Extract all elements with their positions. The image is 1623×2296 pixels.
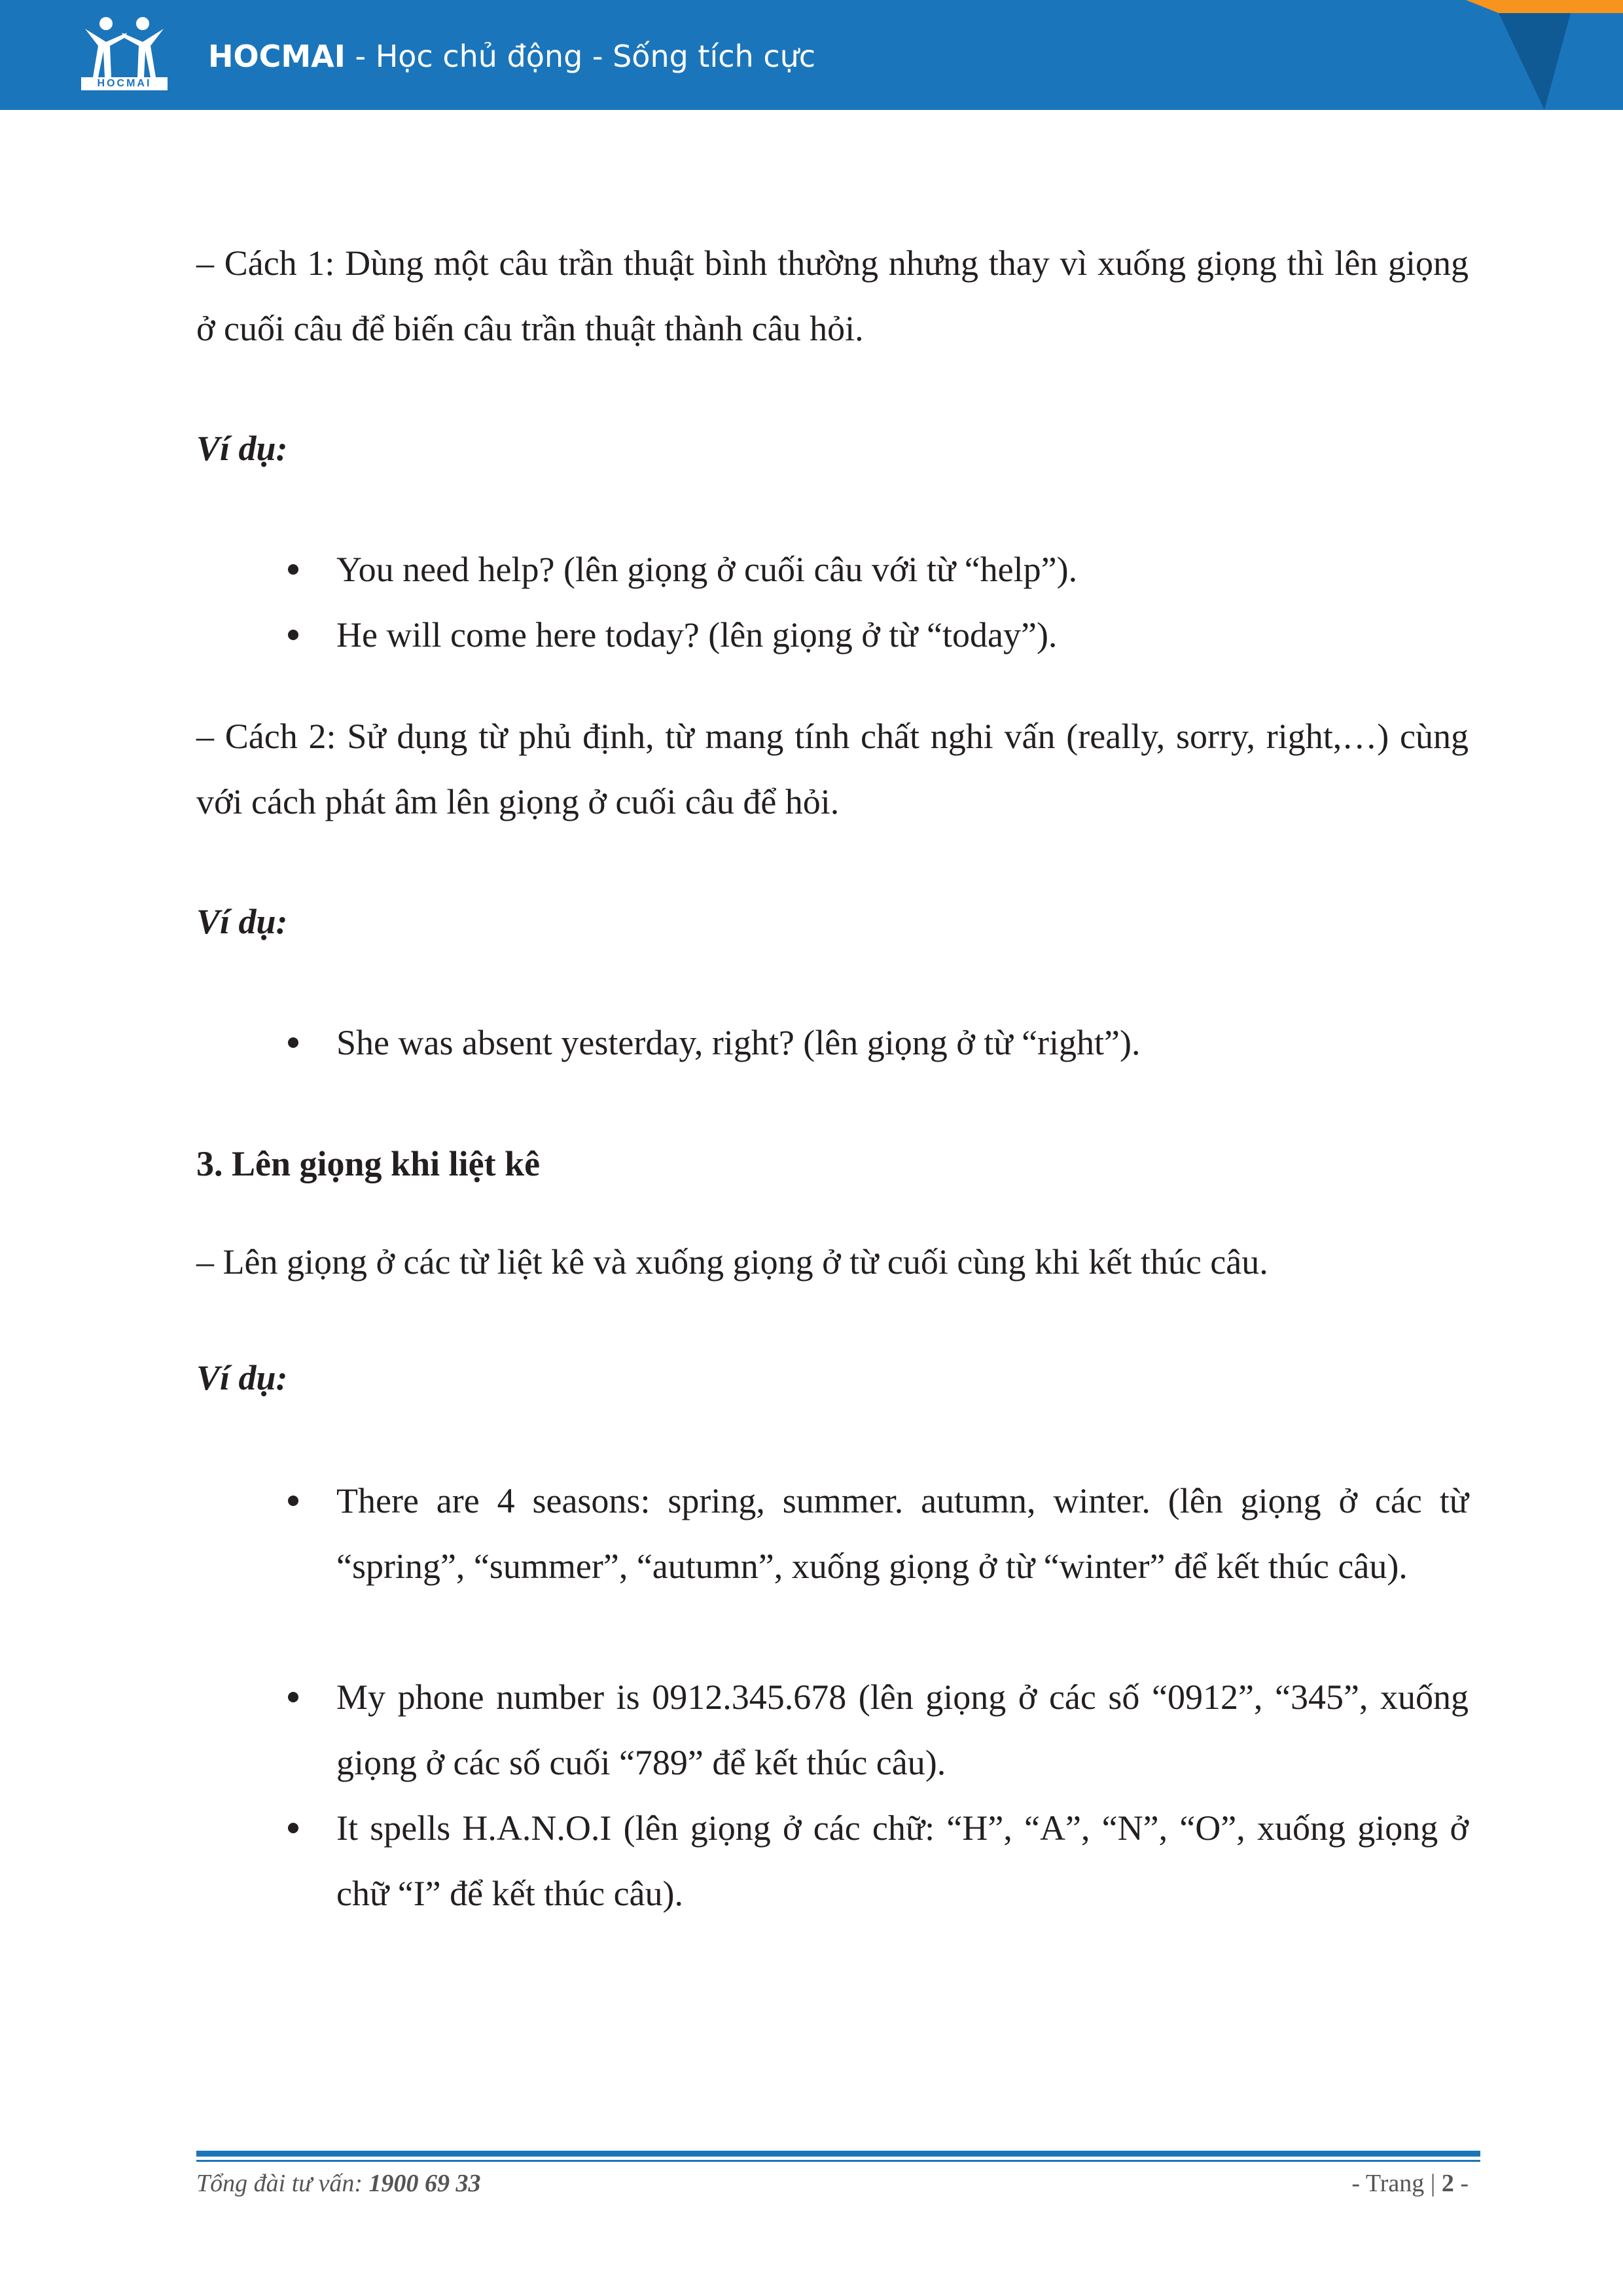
- page-prefix: - Trang |: [1351, 2170, 1442, 2197]
- list-item: She was absent yesterday, right? (lên giọng ở từ “right”).: [336, 1023, 1141, 1062]
- hotline-label: Tổng đài tư vấn:: [196, 2170, 369, 2197]
- header-slogan: [208, 38, 815, 75]
- example-label: Ví dụ:: [196, 902, 288, 941]
- header-accent-shape: [1348, 0, 1623, 110]
- bullet-dot: [288, 630, 298, 640]
- example-label: Ví dụ:: [196, 1358, 288, 1397]
- bullet-dot: [288, 1692, 298, 1702]
- list-item: My phone number is 0912.345.678 (lên giọng ở các số “0912”, “345”, xuống giọng ở các số cuối “789” để kết thúc câu).: [336, 1677, 1469, 1782]
- list-item: You need help? (lên giọng ở cuối câu với từ “help”).: [336, 550, 1078, 589]
- bullet-dot: [288, 1823, 298, 1833]
- logo-caption: HOCMAI: [81, 77, 168, 90]
- bullet-dot: [288, 1037, 298, 1048]
- list-item: He will come here today? (lên giọng ở từ “today”).: [336, 615, 1058, 655]
- bullet-dot: [288, 564, 298, 575]
- footer-hotline: [196, 2168, 481, 2199]
- page-header: [0, 0, 1623, 110]
- hotline-number: 1900 69 33: [368, 2170, 481, 2197]
- section-heading: 3. Lên giọng khi liệt kê: [196, 1144, 541, 1183]
- bullet-dot: [288, 1496, 298, 1506]
- example-label: Ví dụ:: [196, 429, 288, 468]
- slogan-text: Học chủ động - Sống tích cực: [375, 39, 816, 74]
- footer-rule: [196, 2151, 1480, 2157]
- footer-page-number: [1351, 2168, 1469, 2199]
- page-number: 2: [1441, 2170, 1454, 2197]
- brand-separator: -: [345, 39, 376, 74]
- footer-rule-thin: [196, 2160, 1480, 2162]
- section-paragraph: – Lên giọng ở các từ liệt kê và xuống giọng ở từ cuối cùng khi kết thúc câu.: [196, 1242, 1268, 1282]
- list-item: There are 4 seasons: spring, summer. autumn, winter. (lên giọng ở các từ “spring”, “summer”, “autumn”, xuống giọng ở từ “winter” để kết thúc câu).: [336, 1481, 1469, 1586]
- list-item: It spells H.A.N.O.I (lên giọng ở các chữ: “H”, “A”, “N”, “O”, xuống giọng ở chữ “I” để kết thúc câu).: [336, 1808, 1469, 1913]
- method-2-paragraph: – Cách 2: Sử dụng từ phủ định, từ mang tính chất nghi vấn (really, sorry, right,…) cùng với cách phát âm lên giọng ở cuối câu để hỏi.: [196, 717, 1469, 821]
- brand-name: HOCMAI: [208, 39, 346, 74]
- page-suffix: -: [1454, 2170, 1469, 2197]
- method-1-paragraph: – Cách 1: Dùng một câu trần thuật bình thường nhưng thay vì xuống giọng thì lên giọng ở cuối câu để biến câu trần thuật thành câu hỏi.: [196, 243, 1469, 348]
